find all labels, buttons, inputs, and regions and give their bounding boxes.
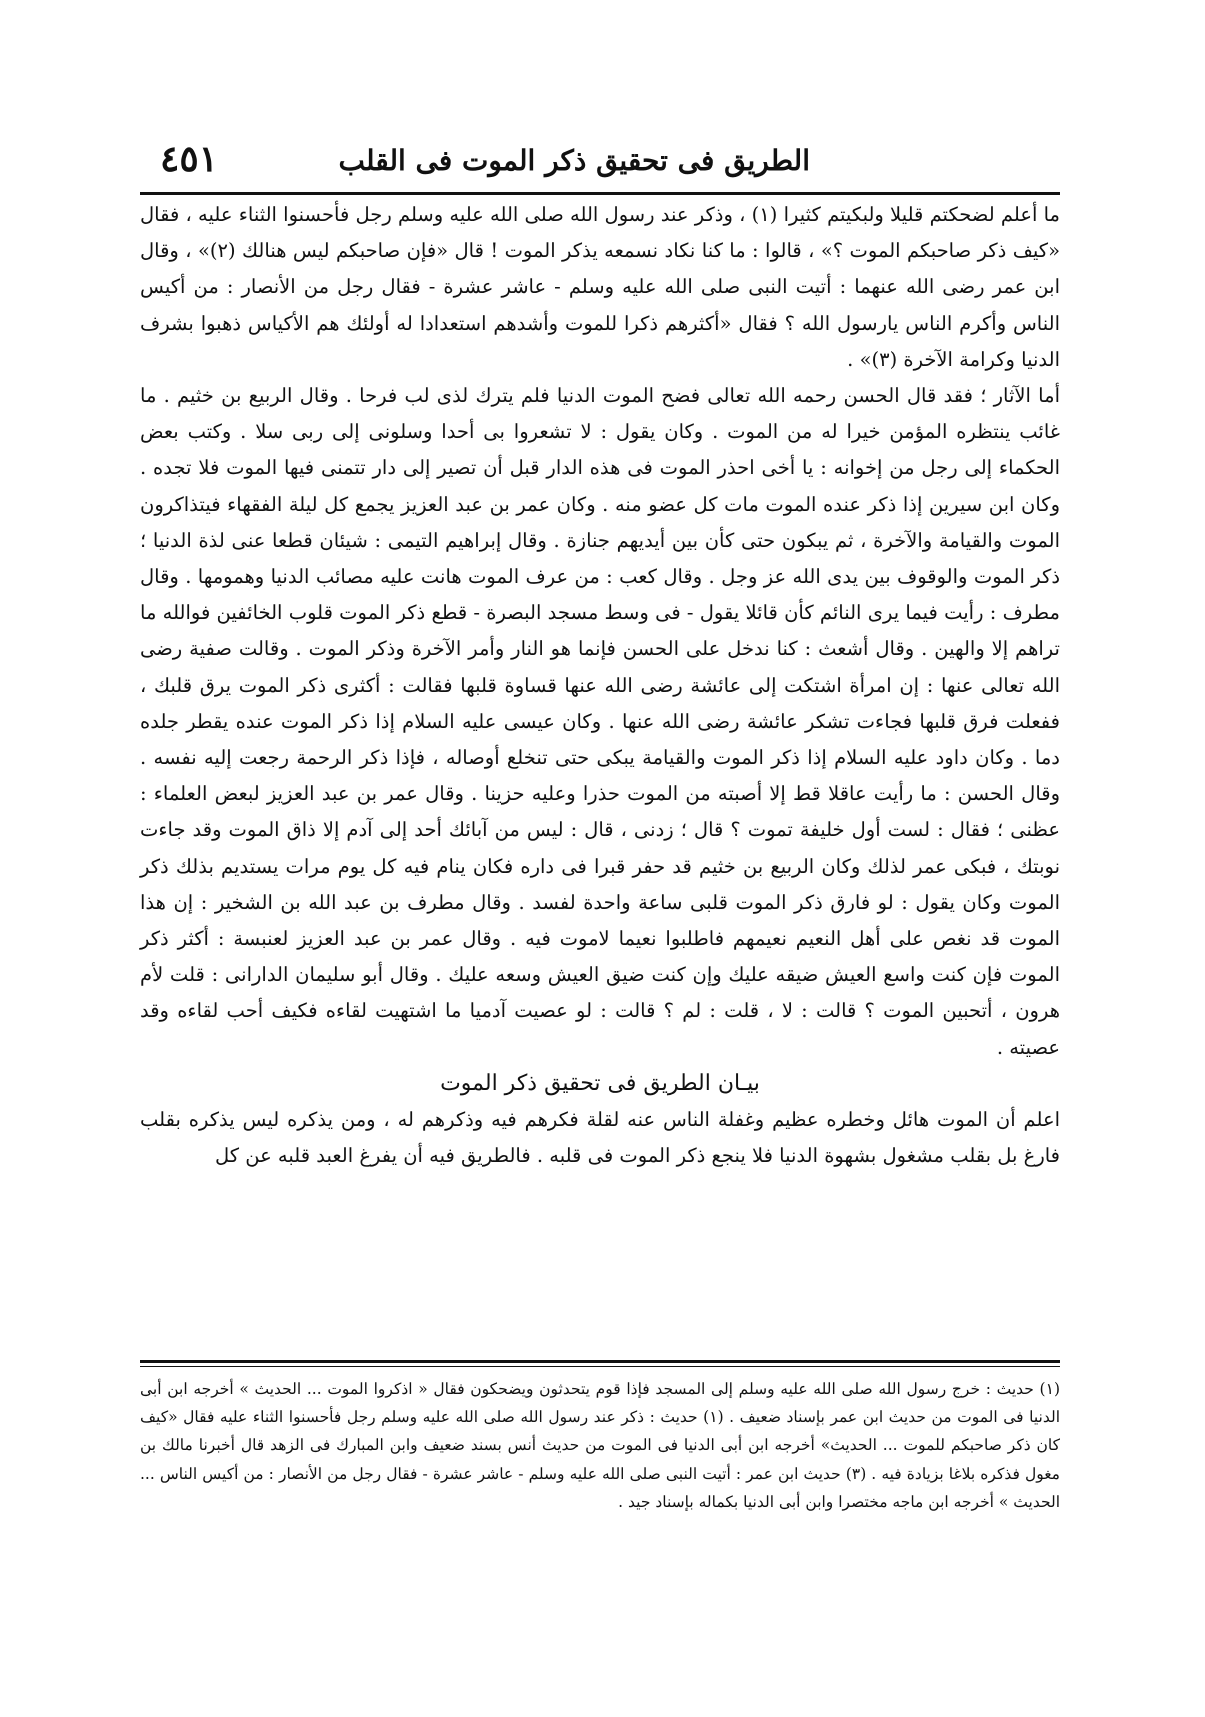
footnote-rule-thin xyxy=(140,1366,1060,1367)
footnote-rule xyxy=(140,1360,1060,1363)
footnotes xyxy=(140,1375,1060,1516)
paragraph-section-intro: اعلم أن الموت هائل وخطره عظيم وغفلة الناس عنه لقلة فكرهم فيه وذكرهم له ، ومن يذكره ليس يذكره بقلب فارغ بل بقلب مشغول بشهوة الدنيا فلا ينجع ذكر الموت فى قلبه . فالطريق فيه أن يفرغ العبد قلبه عن كل xyxy=(140,1108,1060,1168)
paragraph-hadith: ما أعلم لضحكتم قليلا ولبكيتم كثيرا (١) ، وذكر عند رسول الله صلى الله عليه وسلم رجل فأحسنوا الثناء عليه ، فقال «كيف ذكر صاحبكم الموت ؟» ، قالوا : ما كنا نكاد نسمعه يذكر الموت ! قال «فإن صاحبكم ليس هنالك (٢)» ، وقال ابن عمر رضى الله عنهما : أتيت النبى صلى الله عليه وسلم - عاشر عشرة - فقال رجل من الأنصار : من أكيس الناس وأكرم الناس يارسول الله ؟ فقال «أكثرهم ذكرا للموت وأشدهم استعدادا له أولئك هم الأكياس ذهبوا بشرف الدنيا وكرامة الآخرة (٣)» . xyxy=(140,203,1061,371)
section-heading: بيـان الطريق فى تحقيق ذكر الموت xyxy=(440,1070,760,1096)
main-text xyxy=(140,197,1060,1174)
header-rule xyxy=(140,192,1060,195)
page-number: ٤٥١ xyxy=(160,138,219,180)
paragraph-athar: أما الآثار ؛ فقد قال الحسن رحمه الله تعالى فضح الموت الدنيا فلم يترك لذى لب فرحا . وقال الربيع بن خثيم . ما غائب ينتظره المؤمن خيرا له من الموت . وكان يقول : لا تشعروا بى أحدا وسلونى إلى ربى سلا . وكتب بعض الحكماء إلى رجل من إخوانه : يا أخى احذر الموت فى هذه الدار قبل أن تصير إلى دار تتمنى فيها الموت فلا تجده . وكان ابن سيرين إذا ذكر عنده الموت مات كل عضو منه . وكان عمر بن عبد العزيز يجمع كل ليلة الفقهاء فيتذاكرون الموت والقيامة والآخرة ، ثم يبكون حتى كأن بين أيديهم جنازة . وقال إبراهيم التيمى : شيئان قطعا عنى لذة الدنيا ؛ ذكر الموت والوقوف بين يدى الله عز وجل . وقال كعب : من عرف الموت هانت عليه مصائب الدنيا وهمومها . وقال مطرف : رأيت فيما يرى النائم كأن قائلا يقول - فى وسط مسجد البصرة - قطع ذكر الموت قلوب الخائفين فوالله ما تراهم إلا والهين . وقال أشعث : كنا ندخل على الحسن فإنما هو النار وأمر الآخرة وذكر الموت . وقالت صفية رضى الله تعالى عنها : إن امرأة اشتكت إلى عائشة رضى الله عنها قساوة قلبها فقالت : أكثرى ذكر الموت يرق قلبك ، ففعلت فرق قلبها فجاءت تشكر عائشة رضى الله عنها . وكان عيسى عليه السلام إذا ذكر الموت عنده يقطر جلده دما . وكان داود عليه السلام إذا ذكر الموت والقيامة يبكى حتى تنخلع أوصاله ، فإذا ذكر الرحمة رجعت إليه نفسه . وقال الحسن : ما رأيت عاقلا قط إلا أصبته من الموت حذرا وعليه حزينا . وقال عمر بن عبد العزيز لبعض العلماء : عظنى ؛ فقال : لست أول خليفة تموت ؟ قال ؛ زدنى ، قال : ليس من آبائك أحد إلى آدم إلا ذاق الموت وقد جاءت نوبتك ، فبكى عمر لذلك وكان الربيع بن خثيم قد حفر قبرا فى داره فكان ينام فيه كل يوم مرات يستديم بذلك ذكر الموت وكان يقول : لو فارق ذكر الموت قلبى ساعة واحدة لفسد . وقال مطرف بن عبد الله بن الشخير : إن هذا الموت قد نغص على أهل النعيم نعيمهم فاطلبوا نعيما لاموت فيه . وقال عمر بن عبد العزيز لعنبسة : أكثر ذكر الموت فإن كنت واسع العيش ضيقه عليك وإن كنت ضيق العيش وسعه عليك . وقال أبو سليمان الدارانى : قلت لأم هرون ، أتحبين الموت ؟ قالت : لا ، قلت : لم ؟ قالت : لو عصيت آدميا ما اشتهيت لقاءه فكيف أحب لقاءه وقد عصيته . xyxy=(140,384,1060,1059)
footnote-text: (١) حديث : خرج رسول الله صلى الله عليه وسلم إلى المسجد فإذا قوم يتحدثون ويضحكون فقال « اذكروا الموت ... الحديث » أخرجه ابن أبى الدنيا فى الموت من حديث ابن عمر بإسناد ضعيف . (١) حديث : ذكر عند رسول الله صلى الله عليه وسلم رجل فأحسنوا الثناء عليه فقال «كيف كان ذكر صاحبكم للموت ... الحديث» أخرجه ابن أبى الدنيا فى الموت من حديث أنس بسند ضعيف وابن المبارك فى الزهد قال أخبرنا مالك بن مغول فذكره بلاغا بزيادة فيه . (٣) حديث ابن عمر : أتيت النبى صلى الله عليه وسلم - عاشر عشرة - فقال رجل من الأنصار : من أكيس الناس ... الحديث » أخرجه ابن ماجه مختصرا وابن أبى الدنيا بكماله بإسناد جيد . xyxy=(140,1380,1060,1511)
page-header xyxy=(140,140,1060,190)
running-title: الطريق فى تحقيق ذكر الموت فى القلب xyxy=(338,144,810,177)
